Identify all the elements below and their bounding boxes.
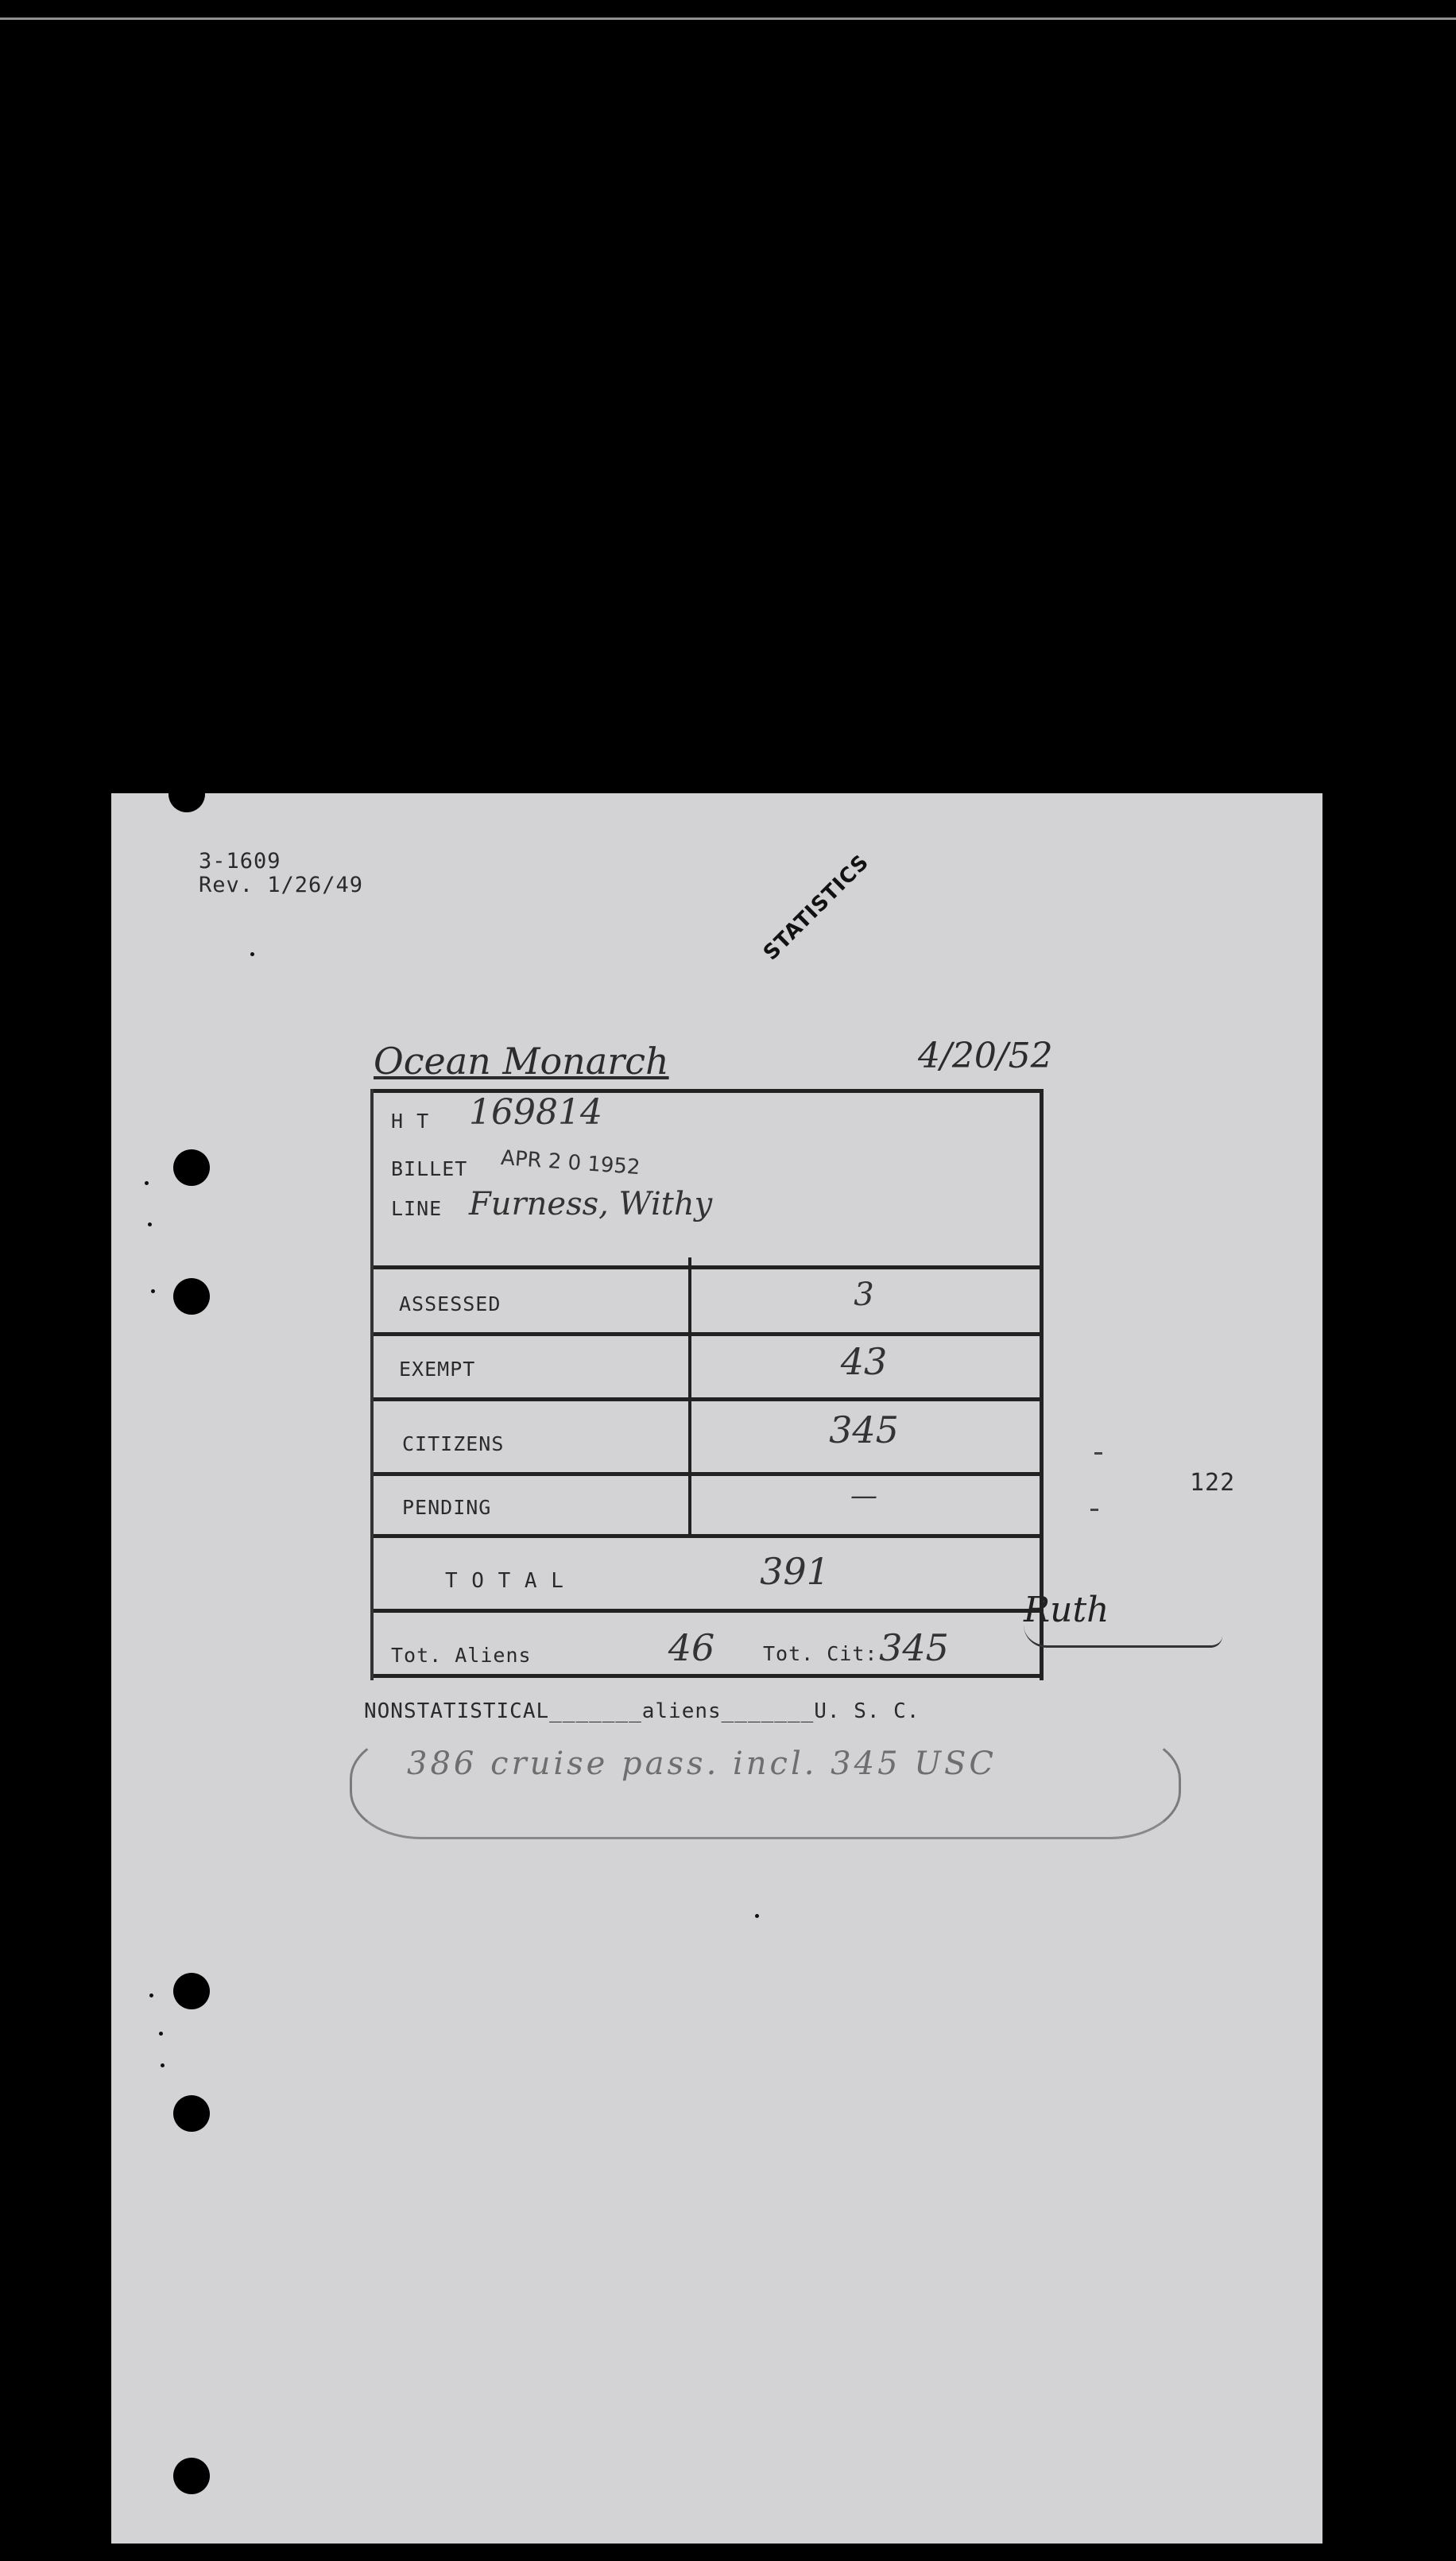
line-value: Furness, Withy — [469, 1186, 713, 1222]
speck — [755, 1914, 759, 1918]
document-sheet — [111, 793, 1322, 2544]
margin-mark — [1094, 1452, 1102, 1455]
table-row-value: 345 — [829, 1408, 899, 1451]
rule — [374, 1472, 1040, 1476]
rule — [374, 1674, 1040, 1678]
punch-hole — [173, 2458, 210, 2494]
punch-hole — [168, 793, 205, 812]
tot-aliens-label: Tot. Aliens — [391, 1644, 532, 1667]
punch-hole — [173, 1278, 210, 1315]
usc-label: U. S. C. — [814, 1699, 920, 1723]
speck — [250, 952, 254, 956]
speck — [151, 1289, 155, 1293]
punch-hole — [173, 1149, 210, 1186]
ht-value: 169814 — [469, 1092, 602, 1133]
pencil-remark: 386 cruise pass. incl. 345 USC — [407, 1745, 997, 1782]
speck — [159, 2032, 163, 2036]
margin-mark — [1090, 1509, 1098, 1511]
nonstatistical-line: NONSTATISTICAL_______aliens_______U. S. C. — [364, 1699, 920, 1723]
vessel-name: Ocean Monarch — [374, 1040, 669, 1083]
speck — [148, 1222, 152, 1226]
total-label: T O T A L — [445, 1569, 564, 1593]
table-row-label: EXEMPT — [399, 1358, 476, 1381]
tot-aliens-value: 46 — [668, 1626, 715, 1669]
table-row-value: 3 — [854, 1277, 874, 1313]
aliens-label: aliens — [641, 1699, 722, 1723]
punch-hole — [173, 2095, 210, 2132]
rule — [374, 1534, 1040, 1538]
statistics-form — [370, 1089, 1044, 1680]
form-number: 3-1609 — [199, 849, 281, 874]
scan-edge-line — [0, 17, 1456, 20]
arrival-date: 4/20/52 — [918, 1036, 1053, 1076]
line-label: LINE — [391, 1197, 443, 1220]
tot-cit-label: Tot. Cit: — [763, 1642, 878, 1665]
table-row-value: — — [850, 1480, 877, 1512]
initials-flourish — [1024, 1625, 1222, 1648]
table-row-label: ASSESSED — [399, 1292, 501, 1315]
table-row-value: 43 — [840, 1340, 888, 1383]
rule — [374, 1609, 1040, 1613]
rule — [374, 1397, 1040, 1401]
rule — [374, 1332, 1040, 1336]
speck — [145, 1181, 149, 1185]
total-value: 391 — [760, 1550, 830, 1593]
speck — [161, 2063, 165, 2067]
billet-label: BILLET — [391, 1157, 468, 1180]
billet-value: APR 2 0 1952 — [500, 1145, 641, 1180]
speck — [149, 1993, 153, 1997]
statistics-stamp: STATISTICS — [759, 850, 874, 966]
tot-cit-value: 345 — [879, 1626, 949, 1669]
inspector-initials: Ruth — [1024, 1590, 1109, 1630]
punch-hole — [173, 1973, 210, 2009]
nonstatistical-label: NONSTATISTICAL — [364, 1699, 550, 1723]
rule — [374, 1265, 1040, 1269]
form-revision: Rev. 1/26/49 — [199, 873, 364, 897]
page-number: 122 — [1190, 1469, 1236, 1497]
table-row-label: PENDING — [402, 1496, 492, 1519]
ht-label: H T — [391, 1110, 430, 1133]
table-row-label: CITIZENS — [402, 1432, 505, 1455]
